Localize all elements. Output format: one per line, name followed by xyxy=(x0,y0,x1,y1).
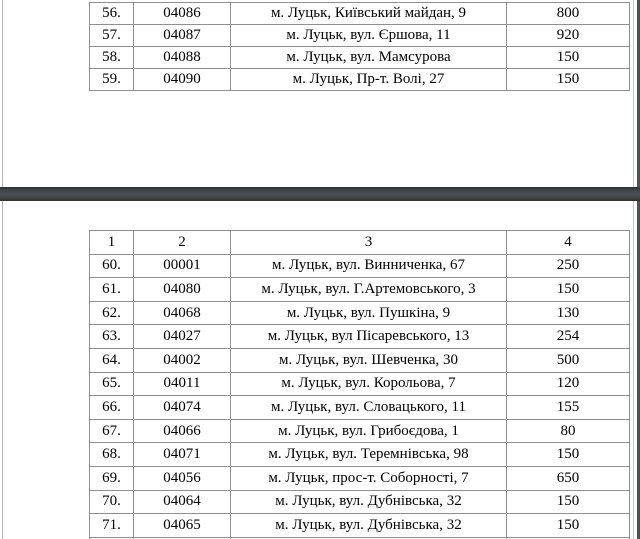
cell-code: 04011 xyxy=(134,372,231,396)
table-row xyxy=(90,69,630,91)
cell-amount: 150 xyxy=(507,490,630,514)
cell-amount: 920 xyxy=(507,25,630,47)
page-left-edge-line xyxy=(2,0,3,539)
cell-address: м. Луцьк, вул. Пушкіна, 9 xyxy=(231,301,507,325)
cell-number: 59. xyxy=(90,69,134,91)
cell-number: 65. xyxy=(90,372,134,396)
column-header: 2 xyxy=(134,231,231,255)
cell-address: м. Луцьк, вул. Єршова, 11 xyxy=(231,25,507,47)
cell-amount: 650 xyxy=(507,466,630,490)
cell-address: м. Луцьк, прос-т. Соборності, 7 xyxy=(231,466,507,490)
cell-amount: 150 xyxy=(507,443,630,467)
cell-code: 04090 xyxy=(134,69,231,91)
cell-number: 57. xyxy=(90,25,134,47)
cell-address: м. Луцьк, вул. Шевченка, 30 xyxy=(231,348,507,372)
cell-code: 04066 xyxy=(134,419,231,443)
cell-number: 66. xyxy=(90,396,134,420)
cell-address: м. Луцьк, вул. Дубнівська, 32 xyxy=(231,490,507,514)
cell-code: 04074 xyxy=(134,396,231,420)
cell-code: 04002 xyxy=(134,348,231,372)
table-row xyxy=(90,47,630,69)
table-row xyxy=(90,3,630,25)
cell-code: 04071 xyxy=(134,443,231,467)
table-row xyxy=(90,372,630,396)
page-right-edge-line xyxy=(633,0,634,539)
cell-amount: 254 xyxy=(507,325,630,349)
column-header: 3 xyxy=(231,231,507,255)
cell-amount: 150 xyxy=(507,69,630,91)
cell-amount: 120 xyxy=(507,372,630,396)
cell-code: 04056 xyxy=(134,466,231,490)
cell-address: м. Луцьк, вул. Грибоєдова, 1 xyxy=(231,419,507,443)
cell-address: м. Луцьк, вул. Винниченка, 67 xyxy=(231,254,507,278)
table-header-row xyxy=(90,231,630,255)
cell-amount: 800 xyxy=(507,3,630,25)
cell-address: м. Луцьк, вул. Мамсурова xyxy=(231,47,507,69)
cell-amount: 500 xyxy=(507,348,630,372)
cell-number: 61. xyxy=(90,278,134,302)
cell-address: м. Луцьк, вул. Теремнівська, 98 xyxy=(231,443,507,467)
cell-amount: 150 xyxy=(507,278,630,302)
table-row xyxy=(90,466,630,490)
cell-number: 64. xyxy=(90,348,134,372)
cell-number: 56. xyxy=(90,3,134,25)
cell-amount: 155 xyxy=(507,396,630,420)
table-row xyxy=(90,443,630,467)
cell-address: м. Луцьк, вул. Словацького, 11 xyxy=(231,396,507,420)
cell-number: 60. xyxy=(90,254,134,278)
cell-address: м. Луцьк, вул. Г.Артемовського, 3 xyxy=(231,278,507,302)
table-row xyxy=(90,325,630,349)
table-row xyxy=(90,348,630,372)
cell-number: 70. xyxy=(90,490,134,514)
cell-number: 62. xyxy=(90,301,134,325)
address-table-page-1 xyxy=(89,2,630,91)
cell-code: 04088 xyxy=(134,47,231,69)
cell-address: м. Луцьк, вул. Корольова, 7 xyxy=(231,372,507,396)
table-row xyxy=(90,278,630,302)
table-row xyxy=(90,490,630,514)
cell-code: 00001 xyxy=(134,254,231,278)
document-page-1 xyxy=(0,0,640,187)
cell-address: м. Луцьк, Пр-т. Волі, 27 xyxy=(231,69,507,91)
address-table-page-2 xyxy=(89,230,630,539)
cell-number: 68. xyxy=(90,443,134,467)
table-row xyxy=(90,396,630,420)
cell-number: 58. xyxy=(90,47,134,69)
column-header: 1 xyxy=(90,231,134,255)
table-row xyxy=(90,254,630,278)
cell-number: 69. xyxy=(90,466,134,490)
cell-number: 67. xyxy=(90,419,134,443)
cell-code: 04064 xyxy=(134,490,231,514)
cell-code: 04086 xyxy=(134,3,231,25)
page-separator xyxy=(0,187,640,201)
cell-amount: 150 xyxy=(507,47,630,69)
table-row xyxy=(90,25,630,47)
table-row xyxy=(90,514,630,538)
cell-address: м. Луцьк, вул Пісаревського, 13 xyxy=(231,325,507,349)
cell-code: 04068 xyxy=(134,301,231,325)
cell-code: 04080 xyxy=(134,278,231,302)
cell-amount: 130 xyxy=(507,301,630,325)
document-page-2 xyxy=(0,201,640,539)
cell-address: м. Луцьк, вул. Дубнівська, 32 xyxy=(231,514,507,538)
cell-amount: 150 xyxy=(507,514,630,538)
column-header: 4 xyxy=(507,231,630,255)
cell-number: 71. xyxy=(90,514,134,538)
table-row xyxy=(90,419,630,443)
cell-code: 04027 xyxy=(134,325,231,349)
cell-code: 04065 xyxy=(134,514,231,538)
cell-code: 04087 xyxy=(134,25,231,47)
table-row xyxy=(90,301,630,325)
cell-number: 63. xyxy=(90,325,134,349)
cell-address: м. Луцьк, Київський майдан, 9 xyxy=(231,3,507,25)
cell-amount: 80 xyxy=(507,419,630,443)
cell-amount: 250 xyxy=(507,254,630,278)
